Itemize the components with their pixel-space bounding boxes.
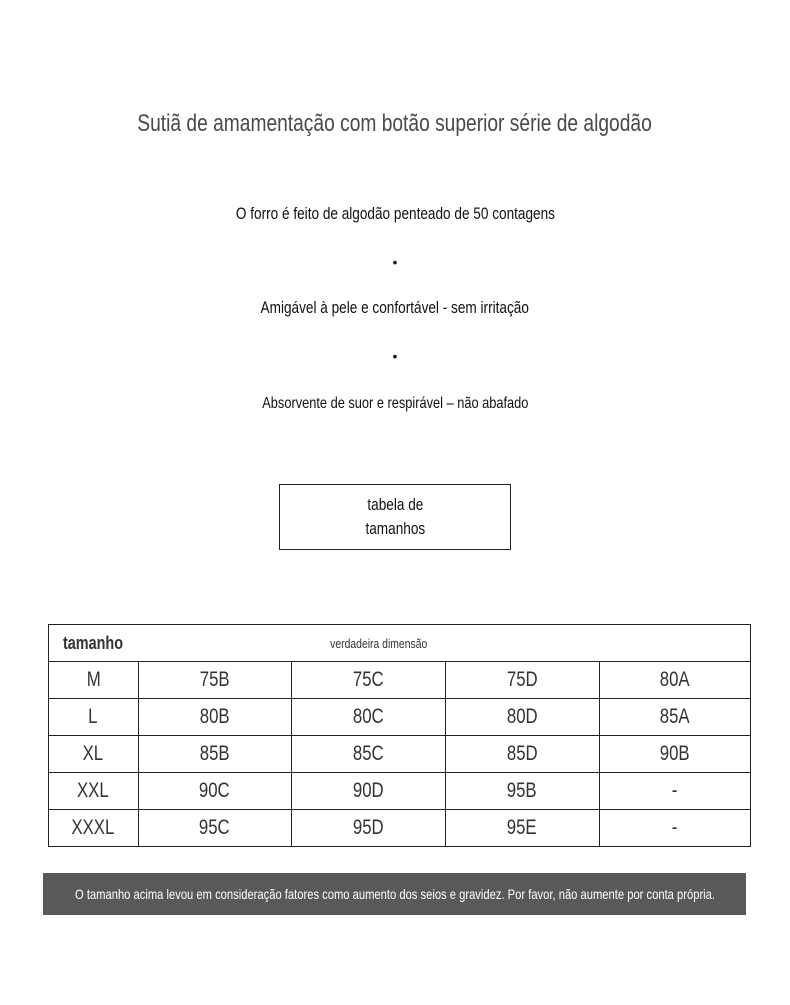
cell-text: 75B (199, 668, 230, 691)
cell-text: 95B (507, 779, 537, 802)
table-row (49, 810, 751, 847)
cell-text: 85B (199, 742, 230, 765)
cell-text: XXXL (71, 816, 115, 839)
feature-3-text: Absorvente de suor e respirável – não abafado (261, 395, 529, 412)
dimension-cell (599, 773, 750, 810)
dimension-cell (445, 662, 599, 699)
cell-text: 85C (352, 742, 384, 765)
dimension-cell (445, 736, 599, 773)
cell-text: 95C (199, 816, 230, 839)
cell-text: 80C (352, 705, 384, 728)
size-table (48, 624, 751, 847)
cell-text: M (86, 668, 101, 691)
size-label-cell (49, 736, 139, 773)
feature-2-text: Amigável à pele e confortável - sem irritação (260, 298, 530, 317)
bullet-1: • (392, 254, 398, 270)
dimension-cell (291, 773, 445, 810)
footer-note (43, 873, 746, 915)
feature-3 (0, 395, 790, 413)
cell-text: - (671, 779, 678, 802)
cell-text: 85D (506, 742, 538, 765)
size-chart-line1: tabela de (367, 495, 423, 514)
dimension-cell (138, 736, 291, 773)
cell-text: 80A (659, 668, 690, 691)
header-dimension (138, 625, 750, 662)
size-chart-button[interactable] (279, 484, 511, 550)
cell-text: 90B (659, 742, 690, 765)
header-dimension-text: verdadeira dimensão (330, 635, 428, 651)
feature-1-text: O forro é feito de algodão penteado de 50 contagens (235, 204, 555, 223)
cell-text: - (671, 816, 678, 839)
cell-text: XL (82, 742, 104, 765)
footer-note-text: O tamanho acima levou em consideração fatores como aumento dos seios e gravidez. Por favor, não aumente por conta própria. (74, 886, 715, 902)
dimension-cell (599, 662, 750, 699)
cell-text: 85A (659, 705, 690, 728)
dimension-cell (599, 736, 750, 773)
dimension-cell (291, 810, 445, 847)
table-row (49, 699, 751, 736)
product-title (0, 110, 790, 138)
feature-1 (0, 204, 790, 224)
table-header-row (49, 625, 751, 662)
table-row (49, 662, 751, 699)
dimension-cell (291, 699, 445, 736)
dimension-cell (445, 699, 599, 736)
size-label-cell (49, 699, 139, 736)
cell-text: 95E (507, 816, 537, 839)
size-chart-line2: tamanhos (365, 519, 425, 538)
cell-text: 90C (199, 779, 230, 802)
dimension-cell (138, 699, 291, 736)
cell-text: 75D (506, 668, 538, 691)
table-row (49, 773, 751, 810)
dimension-cell (138, 662, 291, 699)
product-title-text: Sutiã de amamentação com botão superior série de algodão (137, 110, 653, 137)
dimension-cell (599, 810, 750, 847)
header-size (49, 625, 139, 662)
cell-text: 80B (199, 705, 230, 728)
cell-text: 80D (506, 705, 538, 728)
dimension-cell (445, 810, 599, 847)
feature-2 (0, 298, 790, 318)
header-size-text: tamanho (63, 632, 124, 653)
cell-text: XXL (77, 779, 110, 802)
dimension-cell (445, 773, 599, 810)
cell-text: 95D (352, 816, 384, 839)
dimension-cell (138, 810, 291, 847)
dimension-cell (138, 773, 291, 810)
bullet-2: • (392, 348, 398, 364)
dimension-cell (599, 699, 750, 736)
size-label-cell (49, 662, 139, 699)
dimension-cell (291, 736, 445, 773)
size-label-cell (49, 773, 139, 810)
table-row (49, 736, 751, 773)
cell-text: 75C (352, 668, 384, 691)
cell-text: L (88, 705, 98, 728)
size-label-cell (49, 810, 139, 847)
dimension-cell (291, 662, 445, 699)
size-chart-label (365, 493, 425, 541)
cell-text: 90D (352, 779, 384, 802)
